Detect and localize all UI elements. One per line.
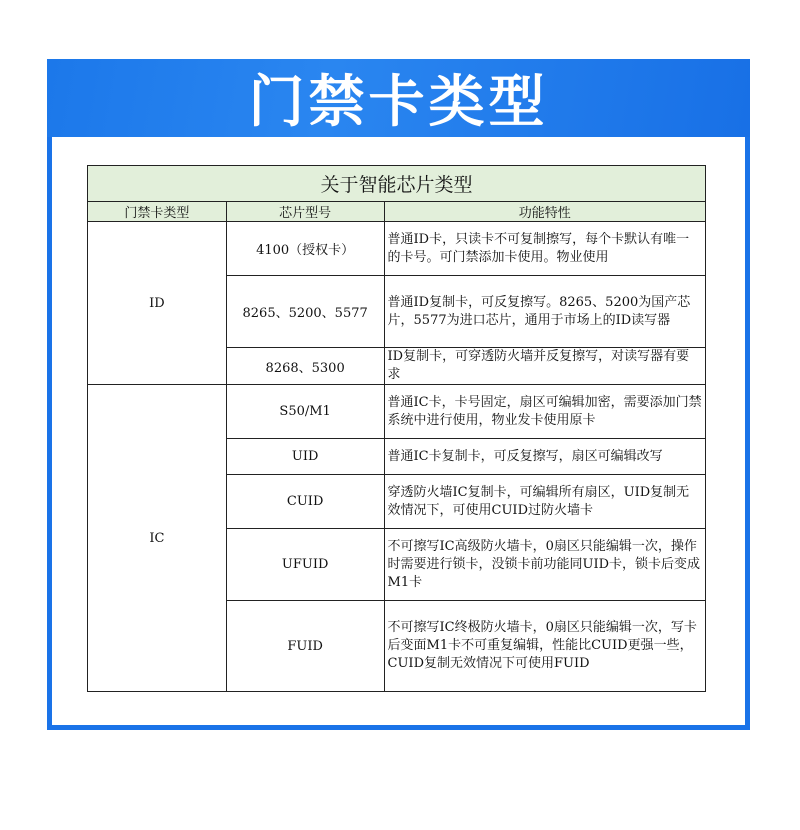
header-features: 功能特性 (384, 202, 705, 222)
chip-cell: 4100（授权卡） (226, 222, 384, 276)
table-row (88, 222, 706, 276)
table-title: 关于智能芯片类型 (88, 166, 706, 202)
feature-cell: 不可擦写IC终极防火墙卡，0扇区只能编辑一次，写卡后变面M1卡不可重复编辑，性能比CUID更强一些，CUID复制无效情况下可使用FUID (384, 601, 705, 692)
header-card-type: 门禁卡类型 (88, 202, 227, 222)
card-type-cell: IC (88, 385, 227, 692)
banner (47, 59, 750, 137)
feature-cell: 不可擦写IC高级防火墙卡，0扇区只能编辑一次，操作时需要进行锁卡，没锁卡前功能同UID卡，锁卡后变成M1卡 (384, 529, 705, 601)
chip-cell: UFUID (226, 529, 384, 601)
feature-cell: 穿透防火墙IC复制卡，可编辑所有扇区，UID复制无效情况下，可使用CUID过防火墙卡 (384, 475, 705, 529)
feature-cell: ID复制卡，可穿透防火墙并反复擦写，对读写器有要求 (384, 348, 705, 385)
chip-cell: CUID (226, 475, 384, 529)
header-chip-model: 芯片型号 (226, 202, 384, 222)
feature-cell: 普通IC卡复制卡，可反复擦写，扇区可编辑改写 (384, 439, 705, 475)
feature-cell: 普通ID复制卡，可反复擦写。8265、5200为国产芯片，5577为进口芯片，通用于市场上的ID读写器 (384, 276, 705, 348)
content-panel (52, 137, 745, 725)
chip-cell: 8265、5200、5577 (226, 276, 384, 348)
card-frame (47, 59, 750, 730)
chip-cell: S50/M1 (226, 385, 384, 439)
chip-cell: FUID (226, 601, 384, 692)
chip-cell: 8268、5300 (226, 348, 384, 385)
feature-cell: 普通ID卡，只读卡不可复制擦写，每个卡默认有唯一的卡号。可门禁添加卡使用。物业使用 (384, 222, 705, 276)
chip-cell: UID (226, 439, 384, 475)
card-type-cell: ID (88, 222, 227, 385)
table-row (88, 385, 706, 439)
banner-title: 门禁卡类型 (248, 70, 549, 135)
chip-type-table (87, 165, 706, 692)
feature-cell: 普通IC卡，卡号固定，扇区可编辑加密，需要添加门禁系统中进行使用，物业发卡使用原卡 (384, 385, 705, 439)
